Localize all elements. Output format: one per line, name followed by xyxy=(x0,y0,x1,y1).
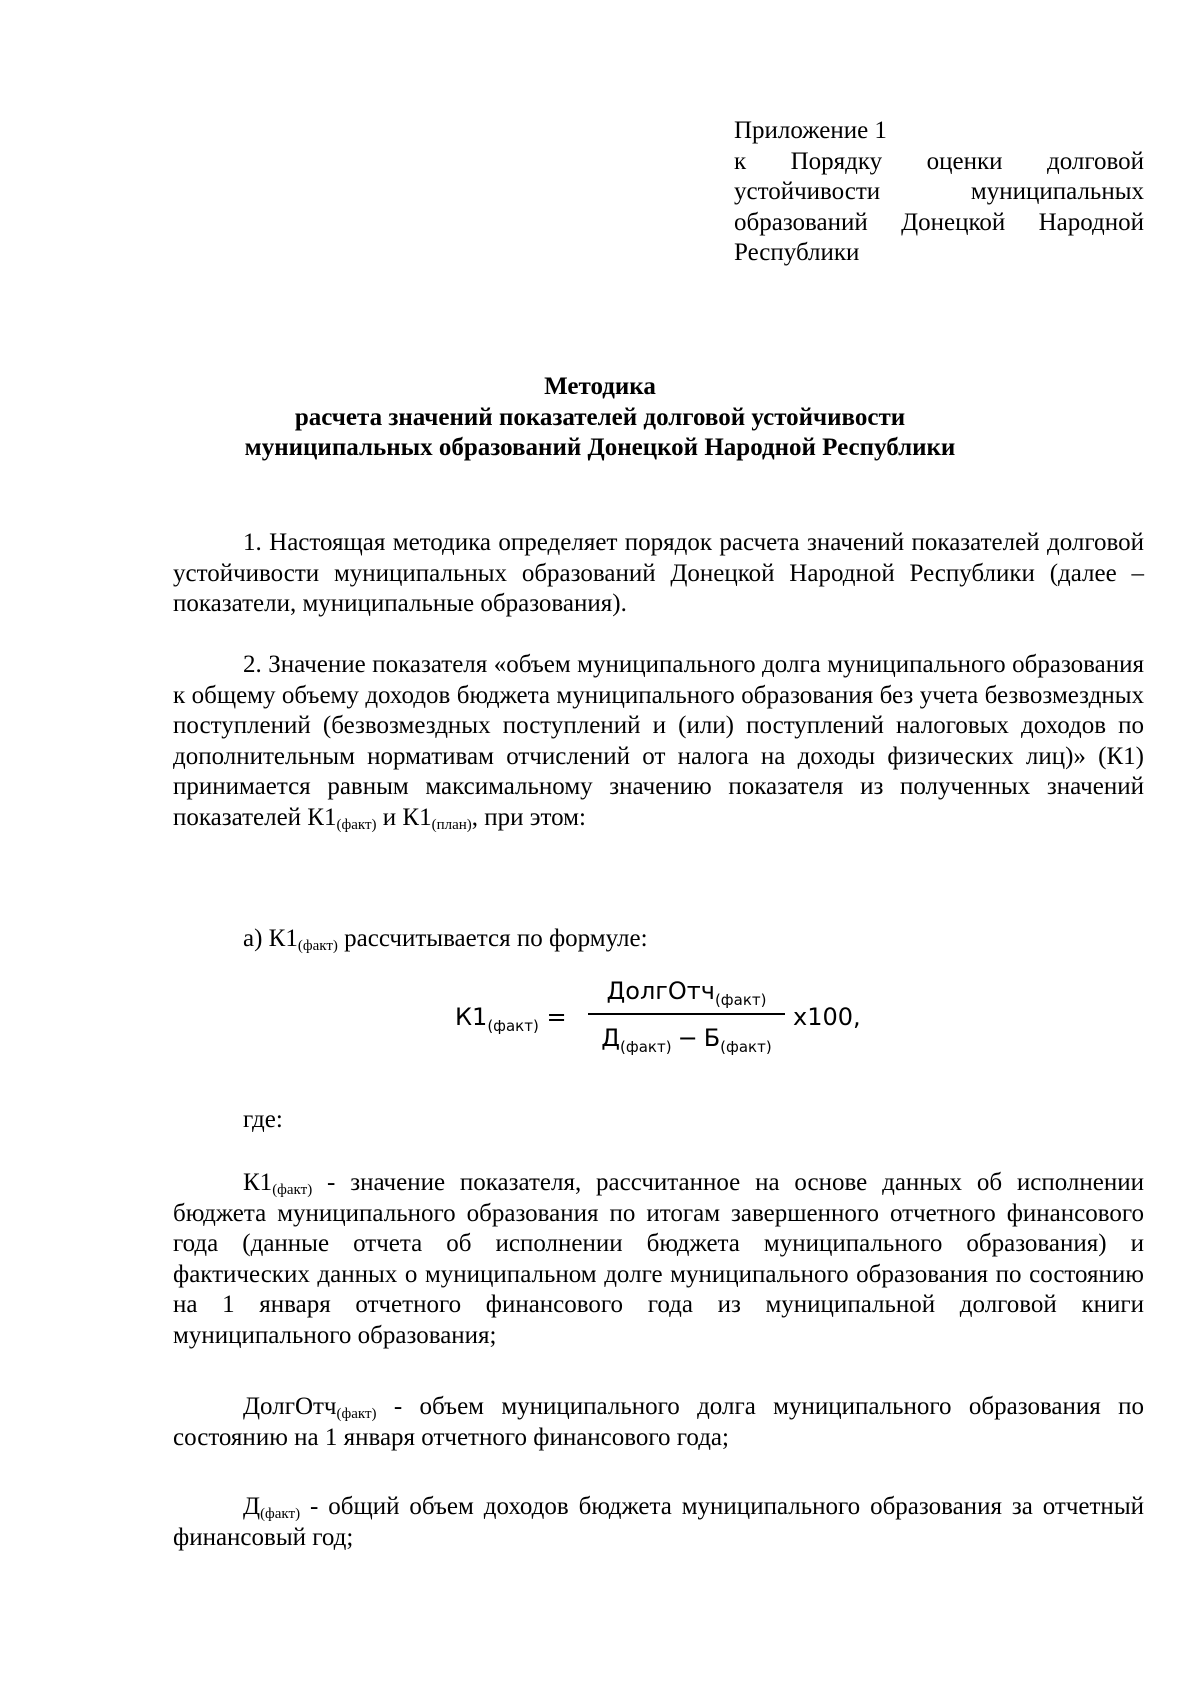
definition-k1-fact xyxy=(173,1168,1144,1351)
k1-term: К1 xyxy=(307,803,337,831)
definition-text: - значение показателя, рассчитанное на основе данных об исполнении бюджета муниципального образования по итогам завершенного отчетного финансового года (данные отчета об исполнении бюджета муниципального образования) и фактических данных о муниципальном долге муниципального образования по состоянию на 1 января отчетного финансового года из муниципальной долговой книги муниципального образования; xyxy=(173,1169,1144,1349)
k1-term: К1 xyxy=(402,803,432,831)
subscript-fact: (факт) xyxy=(260,1506,301,1522)
paragraph-2 xyxy=(173,650,1144,833)
formula-subscript: (факт) xyxy=(720,1038,772,1056)
appendix-number: Приложение 1 xyxy=(734,117,887,144)
definition-term: ДолгОтч xyxy=(243,1393,337,1420)
formula-lhs-term: К1 xyxy=(455,1003,488,1031)
appendix-header xyxy=(734,116,1144,269)
formula-num-term: ДолгОтч xyxy=(606,977,715,1005)
document-title xyxy=(100,372,1100,464)
appendix-line: устойчивости муниципальных xyxy=(734,178,1144,205)
title-line: Методика xyxy=(544,373,656,400)
formula-denominator xyxy=(588,1019,785,1057)
formula-subscript: (факт) xyxy=(714,991,767,1009)
paragraph-2-text: 2. Значение показателя «объем муниципального долга муниципального образования к общему объему доходов бюджета муниципального образования без учета безвозмездных поступлений (безвозмездных поступлений и (или) поступлений налоговых доходов по дополнительным нормативам отчислений от налога на доходы физических лиц)» (К1) принимается равным максимальному значению показателя из полученных значений показателей xyxy=(173,651,1144,831)
where-label: где: xyxy=(243,1106,283,1133)
item-a-suffix: рассчитывается по формуле: xyxy=(337,925,648,952)
definition-text: - общий объем доходов бюджета муниципального образования за отчетный финансовый год; xyxy=(173,1493,1144,1551)
appendix-line: Республики xyxy=(734,239,860,266)
formula-den-term: Б xyxy=(703,1024,721,1052)
definition-term: К1 xyxy=(243,1169,273,1196)
appendix-line: образований Донецкой Народной xyxy=(734,208,1144,236)
subscript-fact: (факт) xyxy=(336,816,377,833)
paragraph-2-tail: , при этом: xyxy=(471,803,586,831)
appendix-line: к Порядку оценки долговой xyxy=(734,147,1144,175)
conjunction: и xyxy=(376,803,403,831)
subscript-fact: (факт) xyxy=(336,1406,377,1422)
definition-text: - объем муниципального долга муниципального образования по состоянию на 1 января отчетного финансового года; xyxy=(173,1393,1144,1451)
formula-subscript: (факт) xyxy=(487,1017,539,1035)
formula-subscript: (факт) xyxy=(620,1038,672,1056)
fraction-bar xyxy=(588,1013,785,1015)
formula-fraction xyxy=(588,972,785,1057)
definition-d-fact xyxy=(173,1492,1144,1553)
formula-multiplier: x100, xyxy=(793,1003,861,1031)
definition-dolgotch xyxy=(173,1392,1144,1453)
paragraph-1: 1. Настоящая методика определяет порядок расчета значений показателей долговой устойчивости муниципальных образований Донецкой Народной Республики (далее – показатели, муниципальные образования). xyxy=(173,529,1144,617)
formula-k1 xyxy=(455,972,915,1064)
formula-numerator xyxy=(588,972,785,1010)
formula-minus: − xyxy=(677,1024,698,1052)
paragraph-3 xyxy=(173,924,1144,955)
definition-term: Д xyxy=(243,1493,261,1520)
title-line: муниципальных образований Донецкой Народной Республики xyxy=(244,434,956,461)
formula-equals: = xyxy=(538,1003,567,1031)
formula-den-term: Д xyxy=(601,1024,621,1052)
subscript-plan: (план) xyxy=(431,816,472,833)
item-a-prefix: а) К1 xyxy=(243,925,298,952)
formula-lhs xyxy=(455,1002,567,1033)
title-line: расчета значений показателей долговой устойчивости xyxy=(294,403,906,431)
subscript-fact: (факт) xyxy=(297,938,338,954)
subscript-fact: (факт) xyxy=(272,1182,313,1198)
